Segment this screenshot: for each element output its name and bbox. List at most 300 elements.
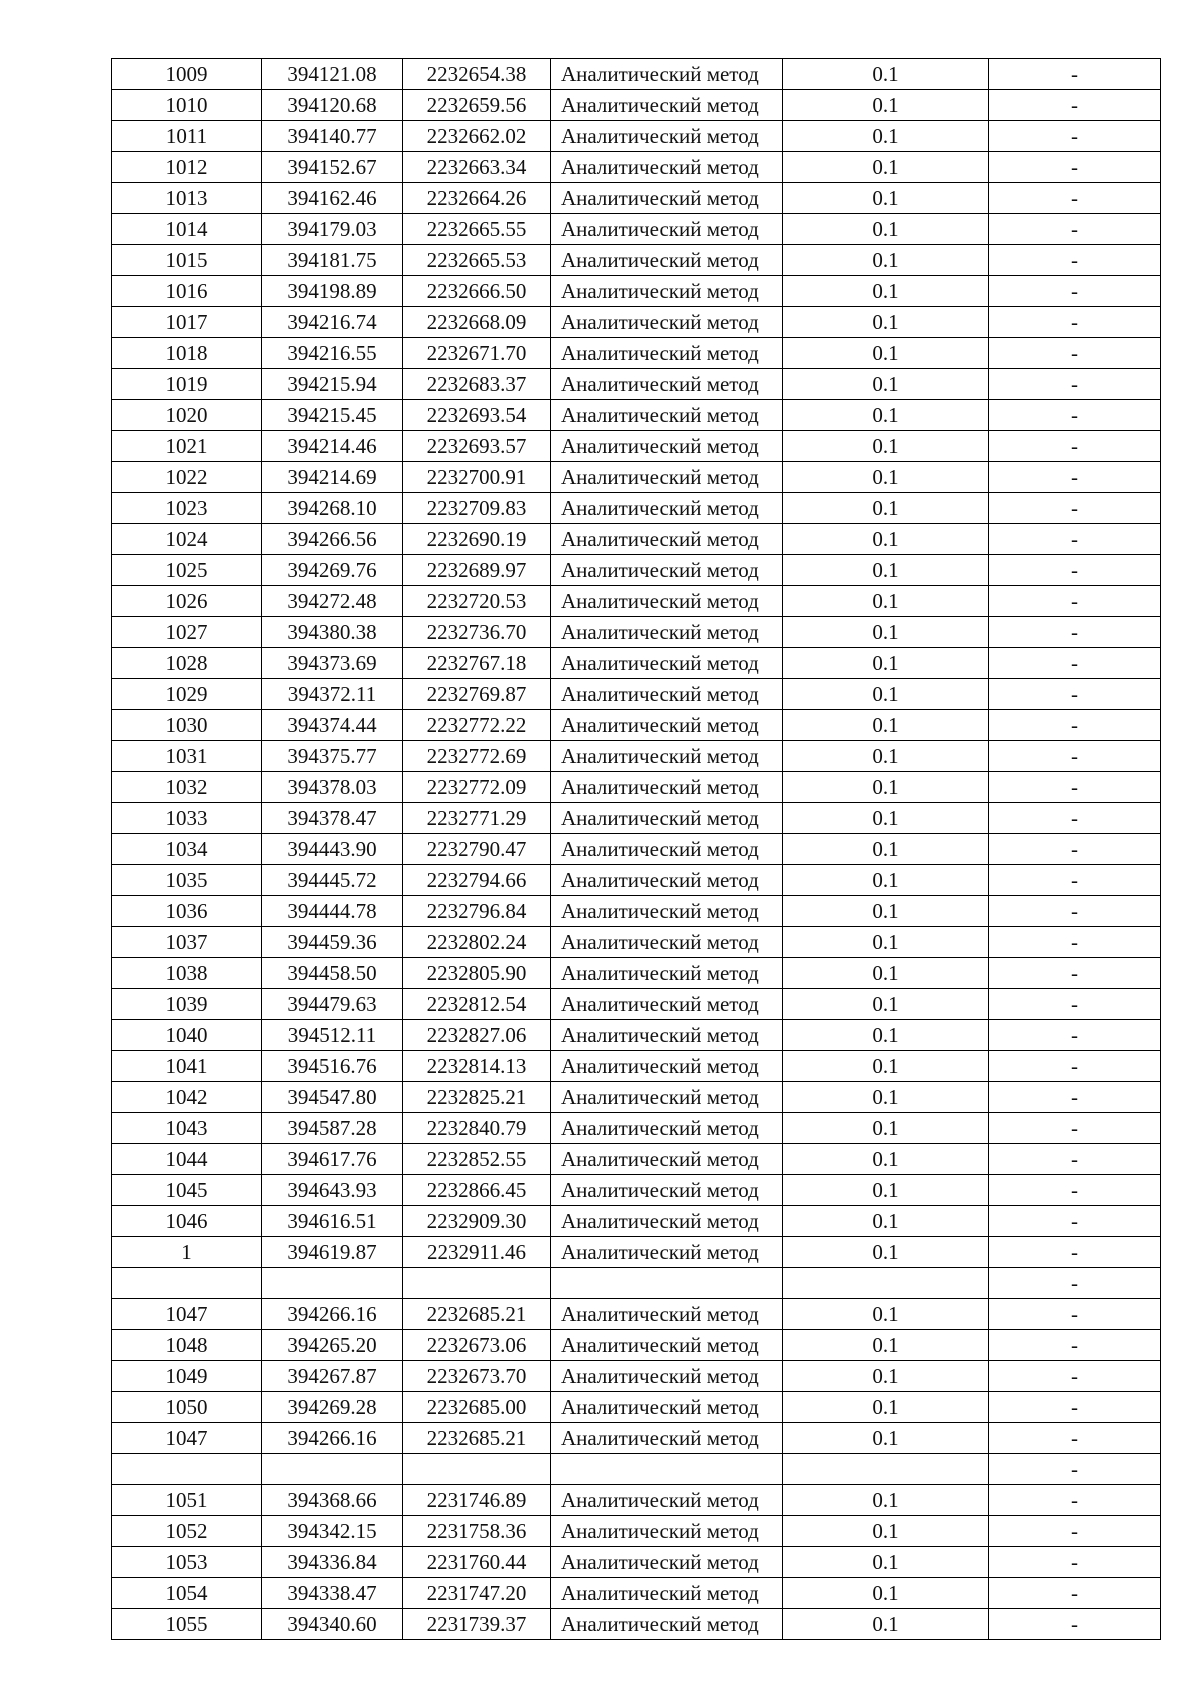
method-cell: Аналитический метод xyxy=(551,1206,783,1237)
accuracy-cell: 0.1 xyxy=(783,431,989,462)
accuracy-cell: 0.1 xyxy=(783,524,989,555)
table-row xyxy=(112,1485,1161,1516)
method-cell: Аналитический метод xyxy=(551,307,783,338)
x-coordinate-cell: 394162.46 xyxy=(262,183,403,214)
method-cell xyxy=(551,1268,783,1299)
table-row xyxy=(112,462,1161,493)
y-coordinate-cell xyxy=(403,1268,551,1299)
method-cell: Аналитический метод xyxy=(551,865,783,896)
description-cell: - xyxy=(989,462,1161,493)
table-row xyxy=(112,865,1161,896)
point-number-cell: 1053 xyxy=(112,1547,262,1578)
description-cell: - xyxy=(989,1392,1161,1423)
y-coordinate-cell: 2232662.02 xyxy=(403,121,551,152)
accuracy-cell: 0.1 xyxy=(783,555,989,586)
point-number-cell: 1048 xyxy=(112,1330,262,1361)
method-cell: Аналитический метод xyxy=(551,648,783,679)
y-coordinate-cell: 2232772.09 xyxy=(403,772,551,803)
y-coordinate-cell: 2232685.21 xyxy=(403,1299,551,1330)
x-coordinate-cell: 394378.47 xyxy=(262,803,403,834)
description-cell: - xyxy=(989,555,1161,586)
y-coordinate-cell: 2232794.66 xyxy=(403,865,551,896)
table-row xyxy=(112,1609,1161,1640)
point-number-cell: 1021 xyxy=(112,431,262,462)
table-row xyxy=(112,648,1161,679)
point-number-cell: 1028 xyxy=(112,648,262,679)
point-number-cell: 1013 xyxy=(112,183,262,214)
y-coordinate-cell: 2231758.36 xyxy=(403,1516,551,1547)
x-coordinate-cell: 394479.63 xyxy=(262,989,403,1020)
table-row xyxy=(112,555,1161,586)
accuracy-cell: 0.1 xyxy=(783,152,989,183)
y-coordinate-cell: 2232911.46 xyxy=(403,1237,551,1268)
method-cell: Аналитический метод xyxy=(551,772,783,803)
y-coordinate-cell: 2232685.00 xyxy=(403,1392,551,1423)
accuracy-cell: 0.1 xyxy=(783,1547,989,1578)
point-number-cell: 1046 xyxy=(112,1206,262,1237)
point-number-cell: 1011 xyxy=(112,121,262,152)
x-coordinate-cell: 394266.16 xyxy=(262,1299,403,1330)
description-cell: - xyxy=(989,59,1161,90)
x-coordinate-cell: 394459.36 xyxy=(262,927,403,958)
method-cell: Аналитический метод xyxy=(551,1361,783,1392)
y-coordinate-cell: 2232812.54 xyxy=(403,989,551,1020)
table-row xyxy=(112,989,1161,1020)
point-number-cell: 1044 xyxy=(112,1144,262,1175)
point-number-cell: 1009 xyxy=(112,59,262,90)
table-row xyxy=(112,276,1161,307)
description-cell: - xyxy=(989,1206,1161,1237)
point-number-cell: 1014 xyxy=(112,214,262,245)
table-row xyxy=(112,90,1161,121)
table-row xyxy=(112,772,1161,803)
accuracy-cell: 0.1 xyxy=(783,865,989,896)
x-coordinate-cell: 394643.93 xyxy=(262,1175,403,1206)
description-cell: - xyxy=(989,1547,1161,1578)
description-cell: - xyxy=(989,1609,1161,1640)
y-coordinate-cell: 2232909.30 xyxy=(403,1206,551,1237)
point-number-cell: 1041 xyxy=(112,1051,262,1082)
x-coordinate-cell: 394267.87 xyxy=(262,1361,403,1392)
table-row xyxy=(112,1020,1161,1051)
accuracy-cell: 0.1 xyxy=(783,276,989,307)
table-row xyxy=(112,400,1161,431)
accuracy-cell xyxy=(783,1454,989,1485)
accuracy-cell: 0.1 xyxy=(783,772,989,803)
y-coordinate-cell: 2232796.84 xyxy=(403,896,551,927)
method-cell: Аналитический метод xyxy=(551,989,783,1020)
method-cell: Аналитический метод xyxy=(551,431,783,462)
description-cell: - xyxy=(989,524,1161,555)
table-row xyxy=(112,1361,1161,1392)
table-row xyxy=(112,679,1161,710)
y-coordinate-cell: 2232659.56 xyxy=(403,90,551,121)
x-coordinate-cell: 394269.28 xyxy=(262,1392,403,1423)
description-cell: - xyxy=(989,1051,1161,1082)
x-coordinate-cell: 394372.11 xyxy=(262,679,403,710)
accuracy-cell: 0.1 xyxy=(783,462,989,493)
accuracy-cell: 0.1 xyxy=(783,338,989,369)
method-cell: Аналитический метод xyxy=(551,1609,783,1640)
accuracy-cell: 0.1 xyxy=(783,183,989,214)
table-row xyxy=(112,927,1161,958)
y-coordinate-cell: 2232690.19 xyxy=(403,524,551,555)
point-number-cell xyxy=(112,1454,262,1485)
y-coordinate-cell: 2232664.26 xyxy=(403,183,551,214)
description-cell: - xyxy=(989,1361,1161,1392)
description-cell: - xyxy=(989,865,1161,896)
y-coordinate-cell: 2232671.70 xyxy=(403,338,551,369)
table-row xyxy=(112,1578,1161,1609)
y-coordinate-cell: 2232693.54 xyxy=(403,400,551,431)
table-row xyxy=(112,1113,1161,1144)
table-row xyxy=(112,741,1161,772)
x-coordinate-cell: 394265.20 xyxy=(262,1330,403,1361)
description-cell: - xyxy=(989,400,1161,431)
table-row xyxy=(112,1082,1161,1113)
x-coordinate-cell: 394338.47 xyxy=(262,1578,403,1609)
description-cell: - xyxy=(989,121,1161,152)
table-row xyxy=(112,1547,1161,1578)
table-row xyxy=(112,1330,1161,1361)
y-coordinate-cell: 2232720.53 xyxy=(403,586,551,617)
y-coordinate-cell: 2232666.50 xyxy=(403,276,551,307)
accuracy-cell: 0.1 xyxy=(783,1392,989,1423)
description-cell: - xyxy=(989,431,1161,462)
x-coordinate-cell: 394368.66 xyxy=(262,1485,403,1516)
point-number-cell: 1019 xyxy=(112,369,262,400)
description-cell: - xyxy=(989,834,1161,865)
accuracy-cell: 0.1 xyxy=(783,1051,989,1082)
x-coordinate-cell: 394444.78 xyxy=(262,896,403,927)
table-row xyxy=(112,121,1161,152)
accuracy-cell: 0.1 xyxy=(783,400,989,431)
description-cell: - xyxy=(989,90,1161,121)
description-cell: - xyxy=(989,617,1161,648)
accuracy-cell: 0.1 xyxy=(783,958,989,989)
y-coordinate-cell: 2232840.79 xyxy=(403,1113,551,1144)
x-coordinate-cell: 394266.56 xyxy=(262,524,403,555)
table-row xyxy=(112,431,1161,462)
x-coordinate-cell: 394373.69 xyxy=(262,648,403,679)
accuracy-cell: 0.1 xyxy=(783,1206,989,1237)
method-cell: Аналитический метод xyxy=(551,617,783,648)
method-cell: Аналитический метод xyxy=(551,1020,783,1051)
description-cell: - xyxy=(989,1299,1161,1330)
method-cell: Аналитический метод xyxy=(551,1051,783,1082)
accuracy-cell: 0.1 xyxy=(783,1299,989,1330)
point-number-cell: 1055 xyxy=(112,1609,262,1640)
method-cell: Аналитический метод xyxy=(551,710,783,741)
table-row xyxy=(112,1454,1161,1485)
description-cell: - xyxy=(989,214,1161,245)
x-coordinate-cell: 394380.38 xyxy=(262,617,403,648)
description-cell: - xyxy=(989,927,1161,958)
y-coordinate-cell: 2232654.38 xyxy=(403,59,551,90)
description-cell: - xyxy=(989,741,1161,772)
description-cell: - xyxy=(989,493,1161,524)
accuracy-cell: 0.1 xyxy=(783,214,989,245)
point-number-cell: 1039 xyxy=(112,989,262,1020)
x-coordinate-cell: 394512.11 xyxy=(262,1020,403,1051)
description-cell: - xyxy=(989,1516,1161,1547)
table-row xyxy=(112,834,1161,865)
method-cell xyxy=(551,1454,783,1485)
description-cell: - xyxy=(989,958,1161,989)
y-coordinate-cell: 2232685.21 xyxy=(403,1423,551,1454)
point-number-cell: 1030 xyxy=(112,710,262,741)
x-coordinate-cell: 394587.28 xyxy=(262,1113,403,1144)
accuracy-cell: 0.1 xyxy=(783,741,989,772)
accuracy-cell: 0.1 xyxy=(783,1330,989,1361)
accuracy-cell: 0.1 xyxy=(783,927,989,958)
x-coordinate-cell: 394443.90 xyxy=(262,834,403,865)
x-coordinate-cell: 394617.76 xyxy=(262,1144,403,1175)
x-coordinate-cell xyxy=(262,1454,403,1485)
y-coordinate-cell: 2231760.44 xyxy=(403,1547,551,1578)
table-row xyxy=(112,617,1161,648)
method-cell: Аналитический метод xyxy=(551,1299,783,1330)
y-coordinate-cell: 2232790.47 xyxy=(403,834,551,865)
accuracy-cell: 0.1 xyxy=(783,648,989,679)
accuracy-cell: 0.1 xyxy=(783,1175,989,1206)
table-row xyxy=(112,59,1161,90)
method-cell: Аналитический метод xyxy=(551,183,783,214)
description-cell: - xyxy=(989,896,1161,927)
description-cell: - xyxy=(989,1578,1161,1609)
method-cell: Аналитический метод xyxy=(551,276,783,307)
description-cell: - xyxy=(989,1454,1161,1485)
method-cell: Аналитический метод xyxy=(551,1330,783,1361)
y-coordinate-cell: 2232736.70 xyxy=(403,617,551,648)
description-cell: - xyxy=(989,369,1161,400)
accuracy-cell: 0.1 xyxy=(783,369,989,400)
description-cell: - xyxy=(989,1237,1161,1268)
table-row xyxy=(112,524,1161,555)
description-cell: - xyxy=(989,152,1161,183)
accuracy-cell: 0.1 xyxy=(783,679,989,710)
x-coordinate-cell: 394198.89 xyxy=(262,276,403,307)
y-coordinate-cell: 2232852.55 xyxy=(403,1144,551,1175)
description-cell: - xyxy=(989,1423,1161,1454)
accuracy-cell xyxy=(783,1268,989,1299)
accuracy-cell: 0.1 xyxy=(783,1609,989,1640)
y-coordinate-cell: 2231747.20 xyxy=(403,1578,551,1609)
accuracy-cell: 0.1 xyxy=(783,90,989,121)
accuracy-cell: 0.1 xyxy=(783,1082,989,1113)
method-cell: Аналитический метод xyxy=(551,369,783,400)
y-coordinate-cell: 2232772.69 xyxy=(403,741,551,772)
description-cell: - xyxy=(989,276,1161,307)
x-coordinate-cell: 394547.80 xyxy=(262,1082,403,1113)
x-coordinate-cell: 394340.60 xyxy=(262,1609,403,1640)
x-coordinate-cell: 394272.48 xyxy=(262,586,403,617)
point-number-cell: 1029 xyxy=(112,679,262,710)
method-cell: Аналитический метод xyxy=(551,586,783,617)
point-number-cell: 1036 xyxy=(112,896,262,927)
point-number-cell: 1023 xyxy=(112,493,262,524)
point-number-cell: 1010 xyxy=(112,90,262,121)
table-row xyxy=(112,1051,1161,1082)
y-coordinate-cell: 2232673.06 xyxy=(403,1330,551,1361)
method-cell: Аналитический метод xyxy=(551,1392,783,1423)
y-coordinate-cell: 2231746.89 xyxy=(403,1485,551,1516)
table-row xyxy=(112,710,1161,741)
description-cell: - xyxy=(989,1144,1161,1175)
point-number-cell: 1042 xyxy=(112,1082,262,1113)
method-cell: Аналитический метод xyxy=(551,400,783,431)
description-cell: - xyxy=(989,1020,1161,1051)
description-cell: - xyxy=(989,586,1161,617)
table-row xyxy=(112,1206,1161,1237)
x-coordinate-cell: 394215.45 xyxy=(262,400,403,431)
y-coordinate-cell: 2232709.83 xyxy=(403,493,551,524)
description-cell: - xyxy=(989,1268,1161,1299)
table-row xyxy=(112,586,1161,617)
method-cell: Аналитический метод xyxy=(551,59,783,90)
accuracy-cell: 0.1 xyxy=(783,1423,989,1454)
point-number-cell: 1015 xyxy=(112,245,262,276)
table-row xyxy=(112,152,1161,183)
y-coordinate-cell: 2232665.55 xyxy=(403,214,551,245)
x-coordinate-cell: 394378.03 xyxy=(262,772,403,803)
table-row xyxy=(112,183,1161,214)
x-coordinate-cell: 394516.76 xyxy=(262,1051,403,1082)
x-coordinate-cell: 394120.68 xyxy=(262,90,403,121)
table-row xyxy=(112,1175,1161,1206)
point-number-cell: 1034 xyxy=(112,834,262,865)
point-number-cell: 1 xyxy=(112,1237,262,1268)
x-coordinate-cell: 394215.94 xyxy=(262,369,403,400)
point-number-cell: 1025 xyxy=(112,555,262,586)
point-number-cell xyxy=(112,1268,262,1299)
point-number-cell: 1024 xyxy=(112,524,262,555)
accuracy-cell: 0.1 xyxy=(783,586,989,617)
y-coordinate-cell: 2232771.29 xyxy=(403,803,551,834)
point-number-cell: 1033 xyxy=(112,803,262,834)
point-number-cell: 1026 xyxy=(112,586,262,617)
method-cell: Аналитический метод xyxy=(551,1423,783,1454)
x-coordinate-cell: 394216.74 xyxy=(262,307,403,338)
description-cell: - xyxy=(989,338,1161,369)
point-number-cell: 1018 xyxy=(112,338,262,369)
accuracy-cell: 0.1 xyxy=(783,1361,989,1392)
table-row xyxy=(112,214,1161,245)
x-coordinate-cell: 394266.16 xyxy=(262,1423,403,1454)
method-cell: Аналитический метод xyxy=(551,1237,783,1268)
point-number-cell: 1050 xyxy=(112,1392,262,1423)
description-cell: - xyxy=(989,989,1161,1020)
method-cell: Аналитический метод xyxy=(551,338,783,369)
description-cell: - xyxy=(989,679,1161,710)
table-row xyxy=(112,307,1161,338)
method-cell: Аналитический метод xyxy=(551,152,783,183)
method-cell: Аналитический метод xyxy=(551,90,783,121)
x-coordinate-cell: 394152.67 xyxy=(262,152,403,183)
x-coordinate-cell: 394375.77 xyxy=(262,741,403,772)
point-number-cell: 1049 xyxy=(112,1361,262,1392)
accuracy-cell: 0.1 xyxy=(783,1237,989,1268)
y-coordinate-cell: 2232769.87 xyxy=(403,679,551,710)
method-cell: Аналитический метод xyxy=(551,1485,783,1516)
accuracy-cell: 0.1 xyxy=(783,896,989,927)
method-cell: Аналитический метод xyxy=(551,524,783,555)
accuracy-cell: 0.1 xyxy=(783,59,989,90)
x-coordinate-cell: 394342.15 xyxy=(262,1516,403,1547)
method-cell: Аналитический метод xyxy=(551,462,783,493)
point-number-cell: 1054 xyxy=(112,1578,262,1609)
x-coordinate-cell: 394269.76 xyxy=(262,555,403,586)
description-cell: - xyxy=(989,772,1161,803)
point-number-cell: 1045 xyxy=(112,1175,262,1206)
method-cell: Аналитический метод xyxy=(551,958,783,989)
y-coordinate-cell: 2232767.18 xyxy=(403,648,551,679)
point-number-cell: 1052 xyxy=(112,1516,262,1547)
method-cell: Аналитический метод xyxy=(551,1175,783,1206)
description-cell: - xyxy=(989,245,1161,276)
y-coordinate-cell: 2232827.06 xyxy=(403,1020,551,1051)
x-coordinate-cell: 394216.55 xyxy=(262,338,403,369)
method-cell: Аналитический метод xyxy=(551,555,783,586)
accuracy-cell: 0.1 xyxy=(783,121,989,152)
table-row xyxy=(112,1392,1161,1423)
accuracy-cell: 0.1 xyxy=(783,1113,989,1144)
accuracy-cell: 0.1 xyxy=(783,307,989,338)
method-cell: Аналитический метод xyxy=(551,245,783,276)
description-cell: - xyxy=(989,648,1161,679)
accuracy-cell: 0.1 xyxy=(783,1485,989,1516)
table-row xyxy=(112,1144,1161,1175)
y-coordinate-cell: 2232683.37 xyxy=(403,369,551,400)
point-number-cell: 1047 xyxy=(112,1423,262,1454)
x-coordinate-cell: 394616.51 xyxy=(262,1206,403,1237)
accuracy-cell: 0.1 xyxy=(783,803,989,834)
y-coordinate-cell: 2232866.45 xyxy=(403,1175,551,1206)
method-cell: Аналитический метод xyxy=(551,1144,783,1175)
x-coordinate-cell: 394619.87 xyxy=(262,1237,403,1268)
x-coordinate-cell: 394336.84 xyxy=(262,1547,403,1578)
description-cell: - xyxy=(989,1082,1161,1113)
x-coordinate-cell: 394374.44 xyxy=(262,710,403,741)
method-cell: Аналитический метод xyxy=(551,741,783,772)
table-row xyxy=(112,1268,1161,1299)
point-number-cell: 1017 xyxy=(112,307,262,338)
method-cell: Аналитический метод xyxy=(551,1547,783,1578)
description-cell: - xyxy=(989,1330,1161,1361)
table-row xyxy=(112,245,1161,276)
y-coordinate-cell: 2231739.37 xyxy=(403,1609,551,1640)
point-number-cell: 1031 xyxy=(112,741,262,772)
y-coordinate-cell xyxy=(403,1454,551,1485)
point-number-cell: 1027 xyxy=(112,617,262,648)
table-row xyxy=(112,896,1161,927)
accuracy-cell: 0.1 xyxy=(783,617,989,648)
x-coordinate-cell: 394214.46 xyxy=(262,431,403,462)
x-coordinate-cell: 394268.10 xyxy=(262,493,403,524)
point-number-cell: 1035 xyxy=(112,865,262,896)
y-coordinate-cell: 2232693.57 xyxy=(403,431,551,462)
point-number-cell: 1016 xyxy=(112,276,262,307)
description-cell: - xyxy=(989,1113,1161,1144)
x-coordinate-cell: 394214.69 xyxy=(262,462,403,493)
table-row xyxy=(112,369,1161,400)
method-cell: Аналитический метод xyxy=(551,214,783,245)
table-row xyxy=(112,1237,1161,1268)
y-coordinate-cell: 2232668.09 xyxy=(403,307,551,338)
table-row xyxy=(112,1516,1161,1547)
y-coordinate-cell: 2232802.24 xyxy=(403,927,551,958)
method-cell: Аналитический метод xyxy=(551,1113,783,1144)
